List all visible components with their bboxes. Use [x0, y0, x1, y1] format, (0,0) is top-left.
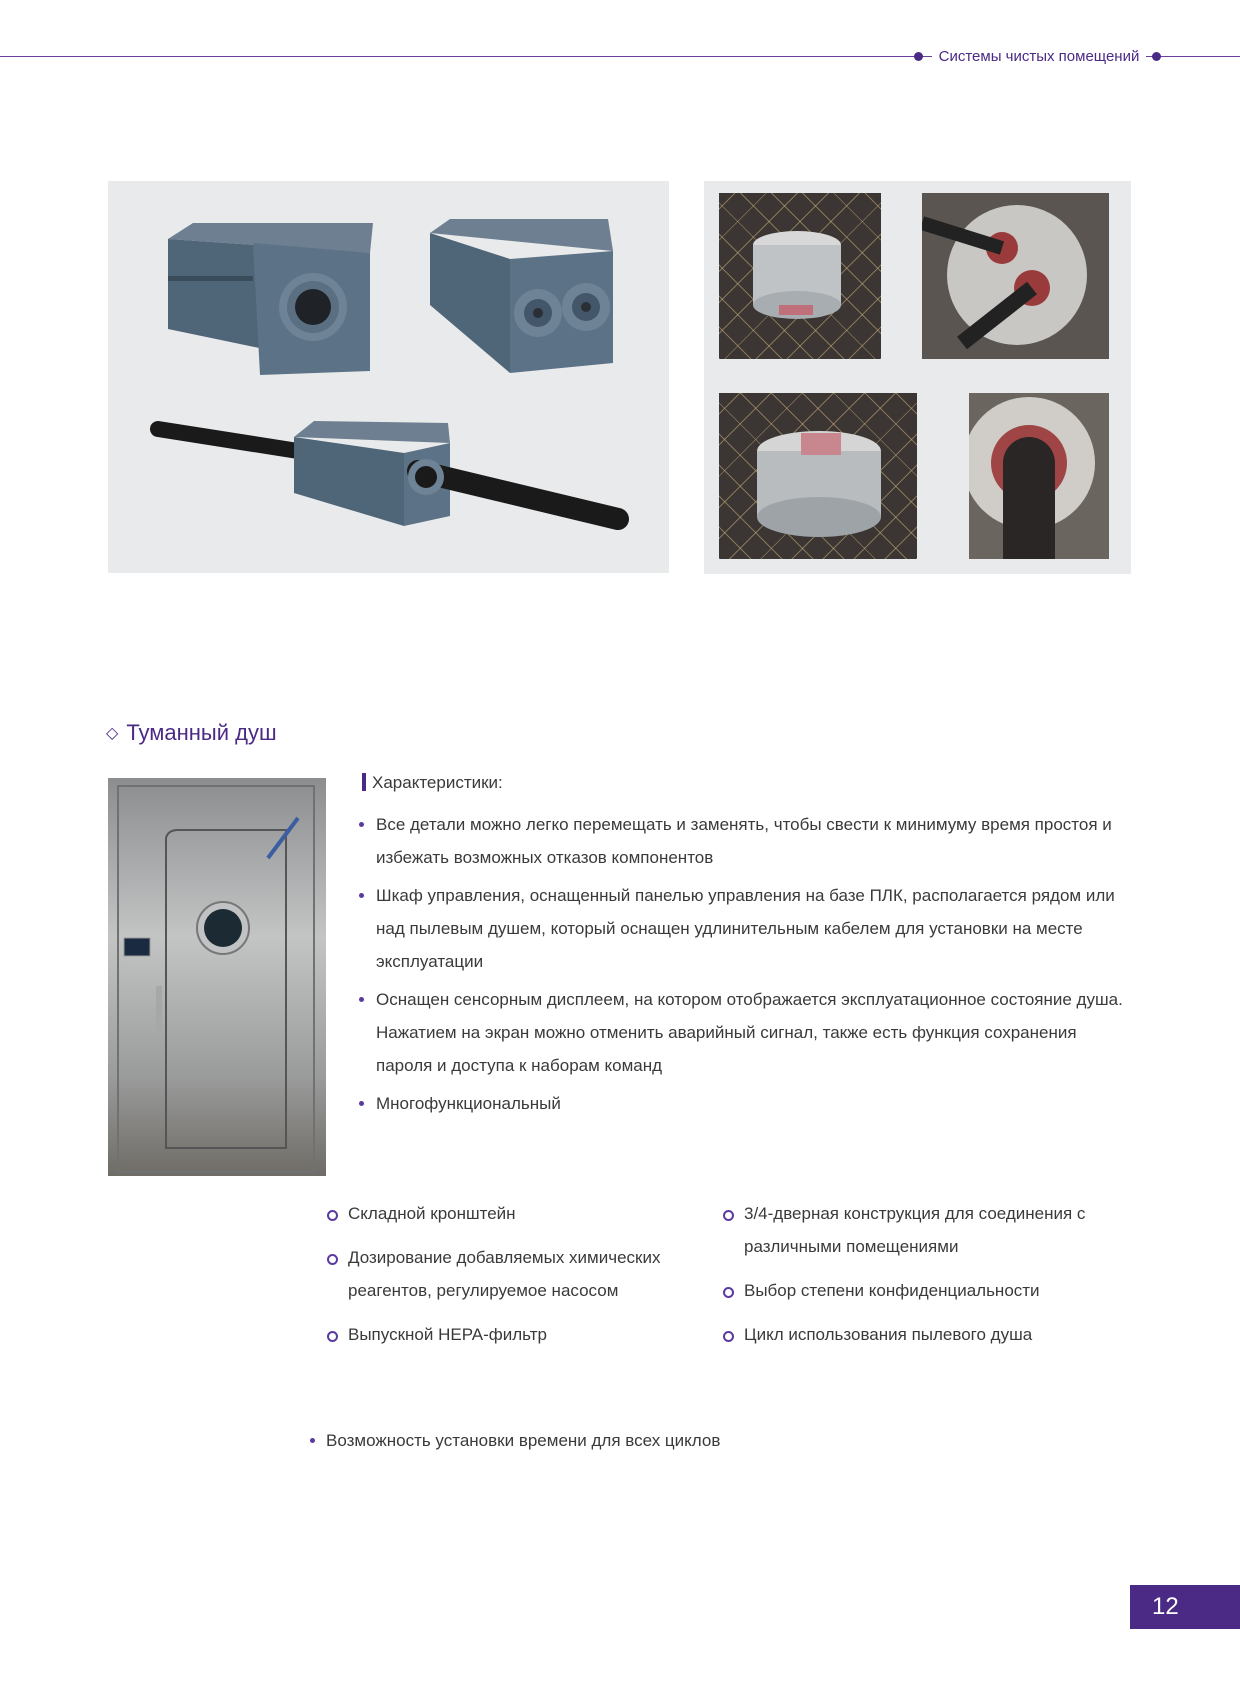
feature-item: Шкаф управления, оснащенный панелью управления на базе ПЛК, располагается рядом или над пылевым душем, который оснащен удлинительным кабелем для установки на месте эксплуатации — [356, 879, 1136, 978]
section-title: ◇ Туманный душ — [106, 720, 277, 745]
timer-item: Возможность установки времени для всех циклов — [306, 1424, 720, 1457]
flange-photo-2 — [922, 193, 1109, 359]
sub-item: Выбор степени конфиденциальности — [720, 1274, 1130, 1307]
page-number: 12 — [1130, 1585, 1240, 1629]
cable-block-illustration — [108, 181, 669, 573]
features-list — [356, 808, 1136, 1125]
steel-fitting-illustration — [719, 193, 881, 359]
cable-block-image — [108, 181, 669, 573]
sub-list-left — [324, 1197, 684, 1362]
flange-photo-1 — [719, 193, 881, 359]
features-heading: Характеристики: — [362, 773, 503, 793]
feature-item: Многофункциональный — [356, 1087, 1136, 1120]
mist-shower-photo — [108, 778, 326, 1176]
sub-list-right — [720, 1197, 1130, 1362]
header-dot-left — [914, 52, 923, 61]
sub-item: Складной кронштейн — [324, 1197, 684, 1230]
sub-item: Дозирование добавляемых химических реагентов, регулируемое насосом — [324, 1241, 684, 1307]
feature-item: Все детали можно легко перемещать и заменять, чтобы свести к минимуму время простоя и избежать возможных отказов компонентов — [356, 808, 1136, 874]
flange-photo-grid — [704, 181, 1131, 574]
flange-photo-3 — [719, 393, 917, 559]
header-dot-right — [1152, 52, 1161, 61]
steel-cap-illustration — [719, 393, 917, 559]
flange-photo-4 — [969, 393, 1109, 559]
feature-item: Оснащен сенсорным дисплеем, на котором отображается эксплуатационное состояние душа. Нажатием на экран можно отменить аварийный сигнал, также есть функция сохранения пароля и доступа к наборам команд — [356, 983, 1136, 1082]
header-title: Системы чистых помещений — [932, 45, 1146, 69]
sub-item: 3/4-дверная конструкция для соединения с различными помещениями — [720, 1197, 1130, 1263]
cable-flange-illustration — [922, 193, 1109, 359]
mist-shower-door-illustration — [108, 778, 326, 1176]
sub-item: Цикл использования пылевого душа — [720, 1318, 1130, 1351]
sub-item: Выпускной HEPA-фильтр — [324, 1318, 684, 1351]
sealed-cable-illustration — [969, 393, 1109, 559]
